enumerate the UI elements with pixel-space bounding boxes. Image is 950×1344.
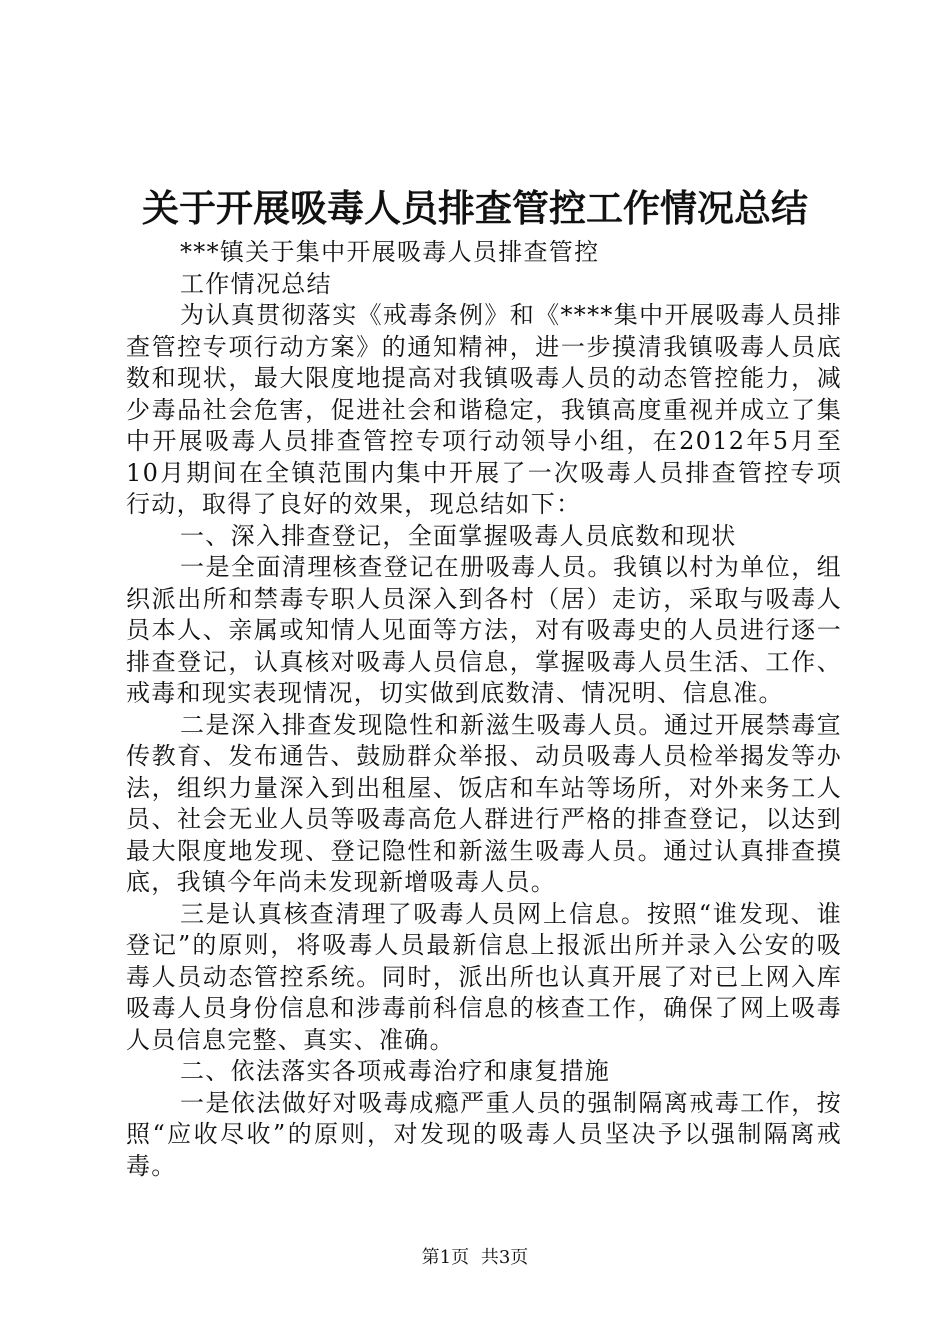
paragraph-intro: 为认真贯彻落实《戒毒条例》和《****集中开展吸毒人员排查管控专项行动方案》的通知精神，进一步摸清我镇吸毒人员底数和现状，最大限度地提高对我镇吸毒人员的动态管控能力，减少毒品社会危害，促进社会和谐稳定，我镇高度重视并成立了集中开展吸毒人员排查管控专项行动领导小组，在2012年5月至10月期间在全镇范围内集中开展了一次吸毒人员排查管控专项行动，取得了良好的效果，现总结如下： bbox=[126, 301, 842, 518]
page-number-footer: 第1页 共3页 bbox=[421, 1247, 529, 1268]
document-body bbox=[126, 237, 842, 1182]
paragraph-2-1: 一是依法做好对吸毒成瘾严重人员的强制隔离戒毒工作，按照“应收尽收”的原则，对发现的吸毒人员坚决予以强制隔离戒毒。 bbox=[126, 1088, 842, 1180]
paragraph-1-2: 二是深入排查发现隐性和新滋生吸毒人员。通过开展禁毒宣传教育、发布通告、鼓励群众举报、动员吸毒人员检举揭发等办法，组织力量深入到出租屋、饭店和车站等场所，对外来务工人员、社会无业人员等吸毒高危人群进行严格的排查登记，以达到最大限度地发现、登记隐性和新滋生吸毒人员。通过认真排查摸底，我镇今年尚未发现新增吸毒人员。 bbox=[126, 710, 842, 896]
section-heading-2: 二、依法落实各项戒毒治疗和康复措施 bbox=[180, 1057, 611, 1085]
paragraph-1-3: 三是认真核查清理了吸毒人员网上信息。按照“谁发现、谁登记”的原则，将吸毒人员最新信息上报派出所并录入公安的吸毒人员动态管控系统。同时，派出所也认真开展了对已上网入库吸毒人员身份信息和涉毒前科信息的核查工作，确保了网上吸毒人员信息完整、真实、准确。 bbox=[126, 899, 842, 1054]
document-title: 关于开展吸毒人员排查管控工作情况总结 bbox=[142, 186, 808, 230]
subtitle-line-1: ***镇关于集中开展吸毒人员排查管控 bbox=[180, 238, 600, 266]
paragraph-1-1: 一是全面清理核查登记在册吸毒人员。我镇以村为单位，组织派出所和禁毒专职人员深入到各村（居）走访，采取与吸毒人员本人、亲属或知情人见面等方法，对有吸毒史的人员进行逐一排查登记，认真核对吸毒人员信息，掌握吸毒人员生活、工作、戒毒和现实表现情况，切实做到底数清、情况明、信息准。 bbox=[126, 553, 842, 707]
section-heading-1: 一、深入排查登记，全面掌握吸毒人员底数和现状 bbox=[180, 521, 737, 550]
subtitle-line-2: 工作情况总结 bbox=[180, 269, 332, 298]
